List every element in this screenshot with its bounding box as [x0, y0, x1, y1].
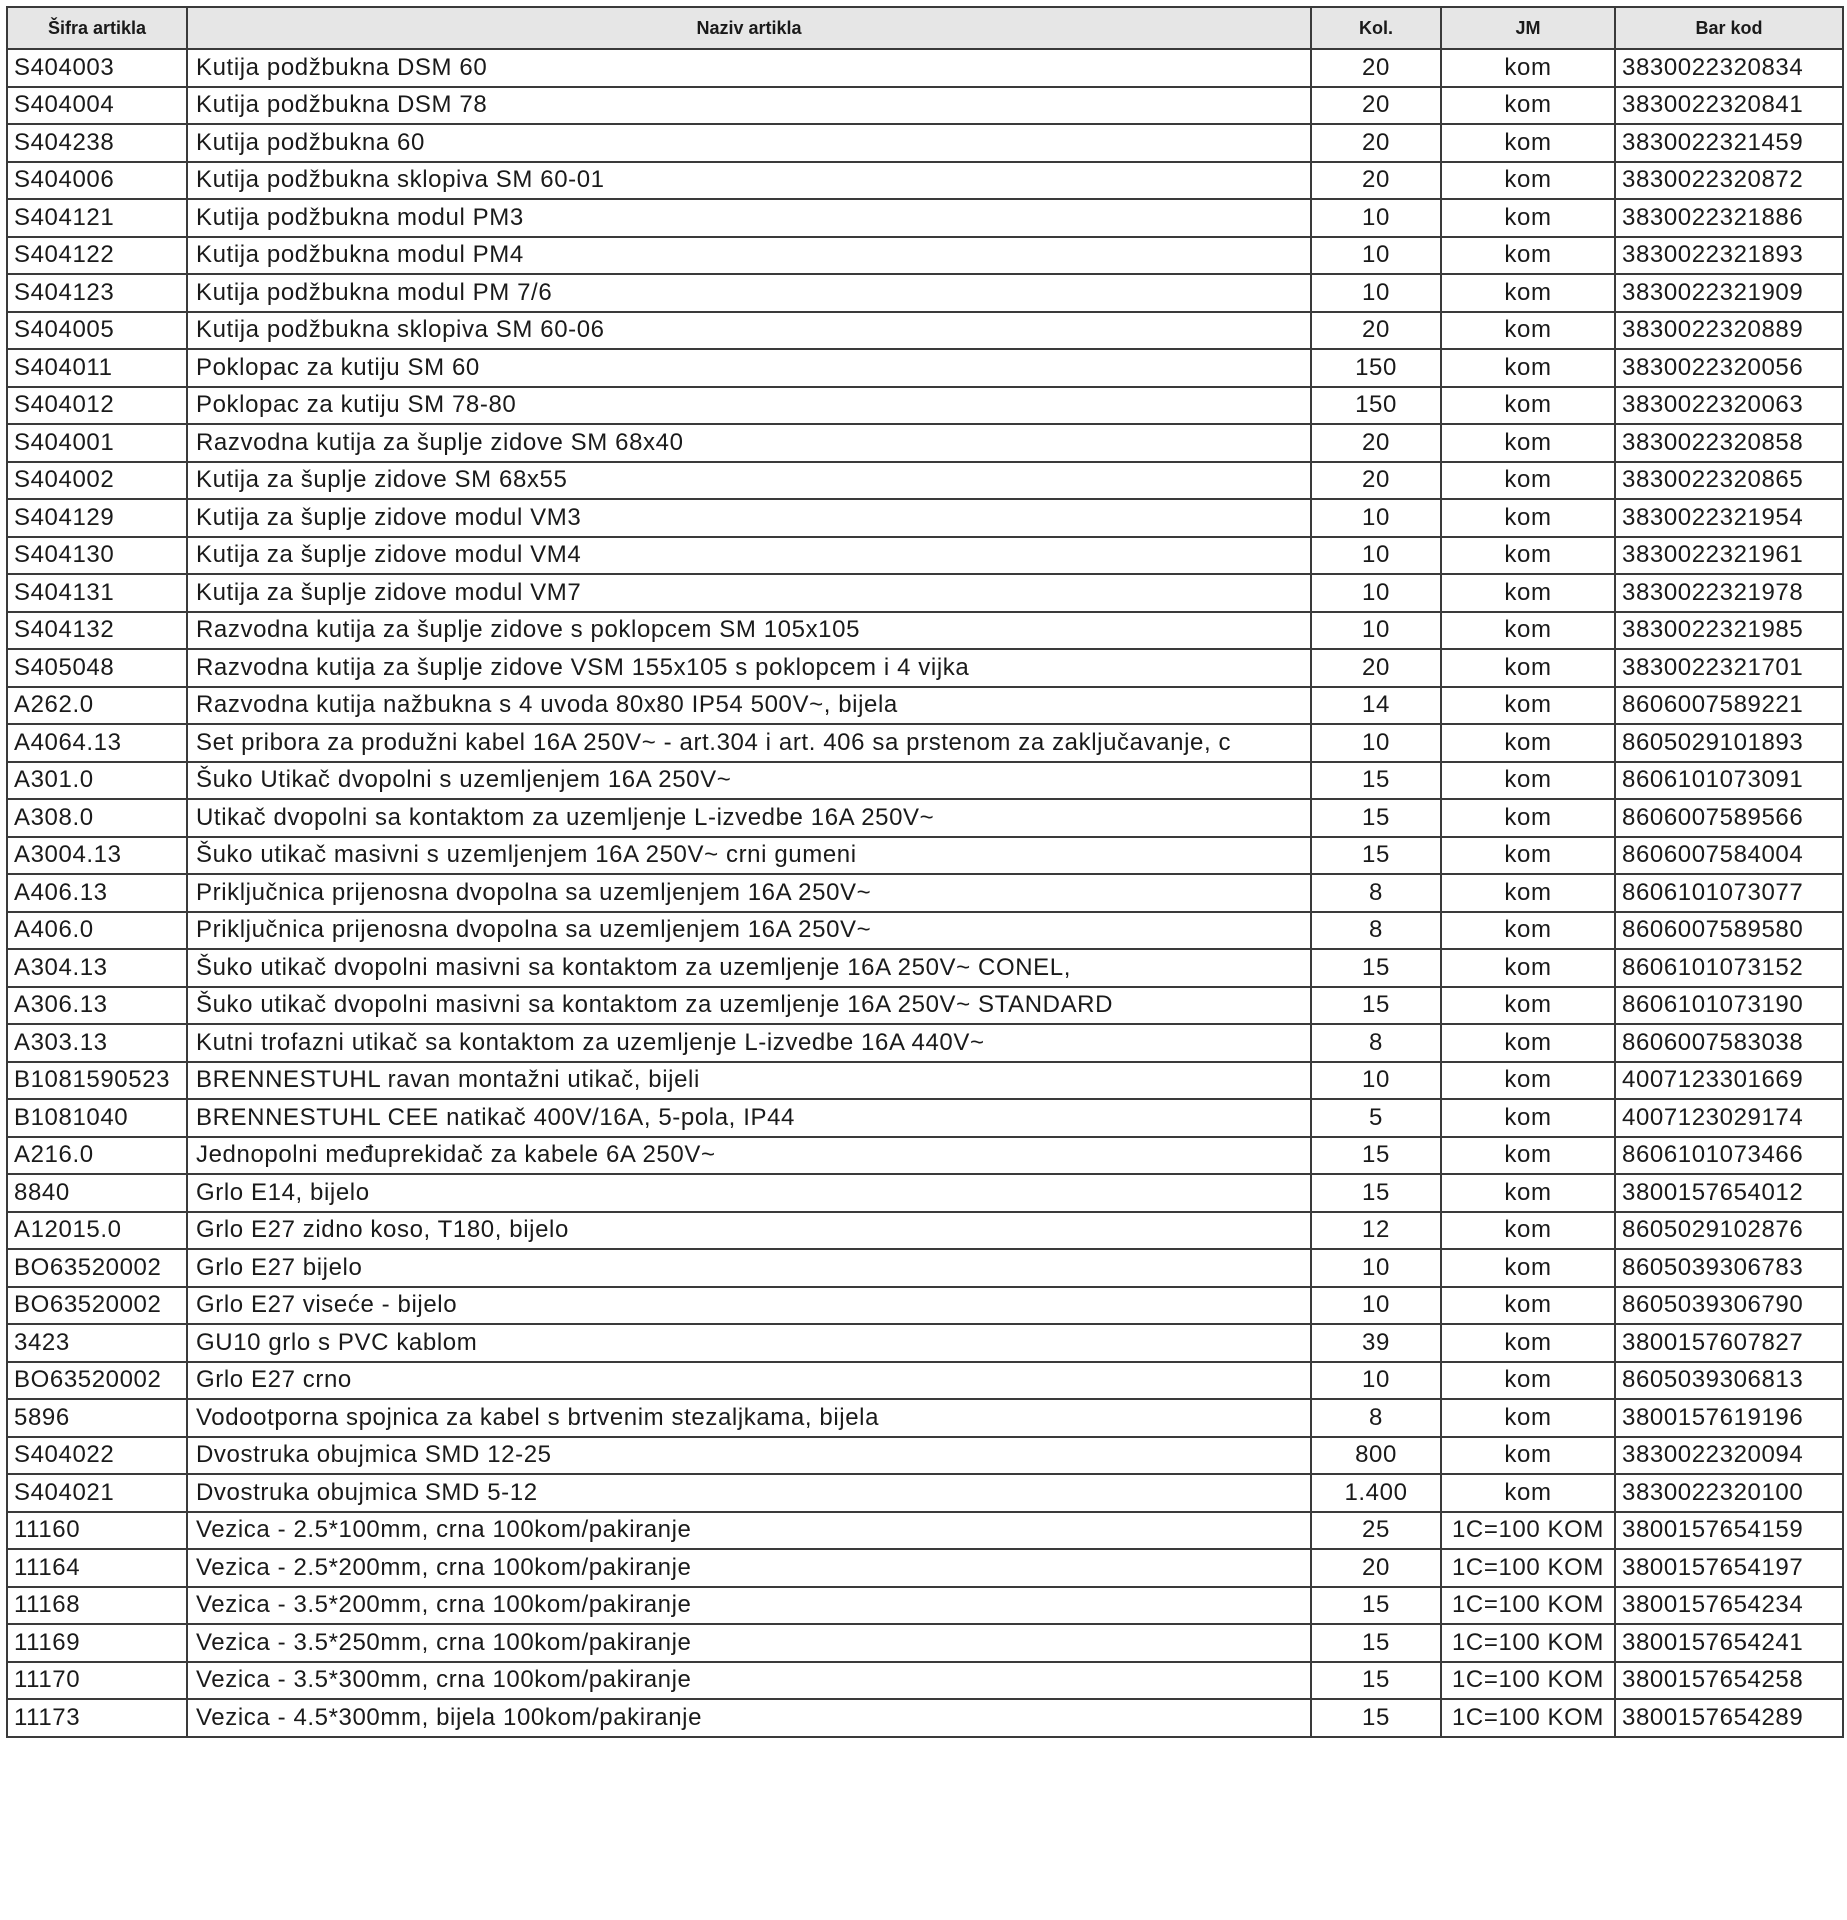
table-body [7, 49, 1843, 1737]
cell-jm[interactable]: kom [1441, 874, 1615, 912]
cell-sifra[interactable]: S404123 [7, 274, 187, 312]
cell-kol[interactable]: 15 [1311, 1662, 1441, 1700]
cell-jm[interactable]: kom [1441, 274, 1615, 312]
cell-sifra[interactable]: A306.13 [7, 987, 187, 1025]
cell-sifra[interactable]: S404130 [7, 537, 187, 575]
table-row [7, 237, 1843, 275]
cell-kol[interactable]: 20 [1311, 462, 1441, 500]
cell-jm[interactable]: kom [1441, 424, 1615, 462]
cell-naziv[interactable]: Kutija podžbukna DSM 60 [187, 49, 1311, 87]
cell-sifra[interactable]: A262.0 [7, 687, 187, 725]
table-row [7, 1362, 1843, 1400]
cell-jm[interactable]: kom [1441, 199, 1615, 237]
table-row [7, 499, 1843, 537]
cell-bar[interactable]: 8606101073190 [1615, 987, 1843, 1025]
table-row [7, 1249, 1843, 1287]
cell-sifra[interactable]: S404238 [7, 124, 187, 162]
cell-kol[interactable]: 20 [1311, 649, 1441, 687]
cell-naziv[interactable]: Razvodna kutija za šuplje zidove VSM 155x105 s poklopcem i 4 vijka [187, 649, 1311, 687]
cell-sifra[interactable]: A303.13 [7, 1024, 187, 1062]
cell-bar[interactable]: 8606007589566 [1615, 799, 1843, 837]
table-row [7, 1024, 1843, 1062]
cell-bar[interactable]: 3830022320056 [1615, 349, 1843, 387]
cell-bar[interactable]: 3800157654258 [1615, 1662, 1843, 1700]
cell-bar[interactable]: 3830022321961 [1615, 537, 1843, 575]
cell-sifra[interactable]: 8840 [7, 1174, 187, 1212]
cell-bar[interactable]: 3830022321954 [1615, 499, 1843, 537]
cell-sifra[interactable]: S404121 [7, 199, 187, 237]
cell-bar[interactable]: 3830022320063 [1615, 387, 1843, 425]
cell-bar[interactable]: 3830022321909 [1615, 274, 1843, 312]
table-row [7, 162, 1843, 200]
cell-jm[interactable]: kom [1441, 1287, 1615, 1325]
cell-naziv[interactable]: Dvostruka obujmica SMD 5-12 [187, 1474, 1311, 1512]
cell-jm[interactable]: kom [1441, 1024, 1615, 1062]
table-row [7, 349, 1843, 387]
cell-jm[interactable]: 1C=100 KOM [1441, 1624, 1615, 1662]
cell-bar[interactable]: 8606007589221 [1615, 687, 1843, 725]
cell-bar[interactable]: 3800157654012 [1615, 1174, 1843, 1212]
cell-kol[interactable]: 10 [1311, 1249, 1441, 1287]
table-row [7, 1662, 1843, 1700]
cell-sifra[interactable]: S404002 [7, 462, 187, 500]
cell-jm[interactable]: kom [1441, 1212, 1615, 1250]
cell-kol[interactable]: 10 [1311, 574, 1441, 612]
cell-jm[interactable]: kom [1441, 537, 1615, 575]
cell-sifra[interactable]: BO63520002 [7, 1362, 187, 1400]
cell-jm[interactable]: kom [1441, 762, 1615, 800]
cell-naziv[interactable]: Šuko utikač dvopolni masivni sa kontaktom za uzemljenje 16A 250V~ STANDARD [187, 987, 1311, 1025]
cell-bar[interactable]: 3800157654234 [1615, 1587, 1843, 1625]
cell-kol[interactable]: 20 [1311, 162, 1441, 200]
cell-jm[interactable]: kom [1441, 1437, 1615, 1475]
cell-jm[interactable]: 1C=100 KOM [1441, 1699, 1615, 1737]
cell-bar[interactable]: 8605029101893 [1615, 724, 1843, 762]
cell-sifra[interactable]: S404021 [7, 1474, 187, 1512]
header-bar: Bar kod [1615, 7, 1843, 49]
cell-kol[interactable]: 10 [1311, 724, 1441, 762]
cell-jm[interactable]: kom [1441, 687, 1615, 725]
cell-sifra[interactable]: A308.0 [7, 799, 187, 837]
cell-kol[interactable]: 15 [1311, 987, 1441, 1025]
cell-naziv[interactable]: Šuko utikač masivni s uzemljenjem 16A 250V~ crni gumeni [187, 837, 1311, 875]
cell-naziv[interactable]: Grlo E27 zidno koso, T180, bijelo [187, 1212, 1311, 1250]
cell-bar[interactable]: 8606101073091 [1615, 762, 1843, 800]
table-row [7, 462, 1843, 500]
cell-naziv[interactable]: Kutija podžbukna sklopiva SM 60-06 [187, 312, 1311, 350]
table-row [7, 1587, 1843, 1625]
cell-naziv[interactable]: Kutija podžbukna modul PM3 [187, 199, 1311, 237]
table-row [7, 837, 1843, 875]
table-row [7, 1437, 1843, 1475]
table-row [7, 124, 1843, 162]
cell-jm[interactable]: kom [1441, 799, 1615, 837]
cell-kol[interactable]: 10 [1311, 1287, 1441, 1325]
cell-naziv[interactable]: Vezica - 2.5*200mm, crna 100kom/pakiranje [187, 1549, 1311, 1587]
cell-sifra[interactable]: A216.0 [7, 1137, 187, 1175]
cell-kol[interactable]: 10 [1311, 612, 1441, 650]
cell-sifra[interactable]: 11173 [7, 1699, 187, 1737]
cell-jm[interactable]: kom [1441, 1174, 1615, 1212]
cell-jm[interactable]: 1C=100 KOM [1441, 1587, 1615, 1625]
cell-naziv[interactable]: Kutija za šuplje zidove modul VM3 [187, 499, 1311, 537]
cell-sifra[interactable]: S404012 [7, 387, 187, 425]
cell-naziv[interactable]: Kutija za šuplje zidove modul VM4 [187, 537, 1311, 575]
cell-bar[interactable]: 3830022321985 [1615, 612, 1843, 650]
table-row [7, 1324, 1843, 1362]
table-row [7, 424, 1843, 462]
cell-bar[interactable]: 8605029102876 [1615, 1212, 1843, 1250]
cell-naziv[interactable]: Razvodna kutija za šuplje zidove SM 68x40 [187, 424, 1311, 462]
cell-jm[interactable]: kom [1441, 1137, 1615, 1175]
cell-naziv[interactable]: Vezica - 4.5*300mm, bijela 100kom/pakiranje [187, 1699, 1311, 1737]
cell-sifra[interactable]: B1081040 [7, 1099, 187, 1137]
cell-jm[interactable]: kom [1441, 237, 1615, 275]
cell-naziv[interactable]: Grlo E27 crno [187, 1362, 1311, 1400]
table-row [7, 724, 1843, 762]
cell-kol[interactable]: 8 [1311, 874, 1441, 912]
table-row [7, 874, 1843, 912]
table-row [7, 537, 1843, 575]
cell-bar[interactable]: 3800157654197 [1615, 1549, 1843, 1587]
header-kol: Kol. [1311, 7, 1441, 49]
cell-naziv[interactable]: Jednopolni međuprekidač za kabele 6A 250V~ [187, 1137, 1311, 1175]
cell-sifra[interactable]: 11160 [7, 1512, 187, 1550]
table-row [7, 949, 1843, 987]
table-row [7, 1474, 1843, 1512]
cell-naziv[interactable]: Set pribora za produžni kabel 16A 250V~ - art.304 i art. 406 sa prstenom za zaključavanje, c [187, 724, 1311, 762]
cell-kol[interactable]: 10 [1311, 537, 1441, 575]
cell-jm[interactable]: kom [1441, 49, 1615, 87]
cell-naziv[interactable]: Grlo E27 viseće - bijelo [187, 1287, 1311, 1325]
cell-sifra[interactable]: A304.13 [7, 949, 187, 987]
cell-sifra[interactable]: S404006 [7, 162, 187, 200]
cell-sifra[interactable]: S404004 [7, 87, 187, 125]
table-row [7, 1062, 1843, 1100]
header-sifra: Šifra artikla [7, 7, 187, 49]
cell-bar[interactable]: 3800157607827 [1615, 1324, 1843, 1362]
cell-kol[interactable]: 150 [1311, 387, 1441, 425]
cell-bar[interactable]: 3830022320872 [1615, 162, 1843, 200]
cell-kol[interactable]: 20 [1311, 49, 1441, 87]
cell-bar[interactable]: 8606007589580 [1615, 912, 1843, 950]
cell-bar[interactable]: 3830022320834 [1615, 49, 1843, 87]
table-row [7, 312, 1843, 350]
cell-kol[interactable]: 8 [1311, 1024, 1441, 1062]
cell-kol[interactable]: 39 [1311, 1324, 1441, 1362]
cell-sifra[interactable]: BO63520002 [7, 1287, 187, 1325]
cell-naziv[interactable]: Vezica - 3.5*200mm, crna 100kom/pakiranje [187, 1587, 1311, 1625]
cell-sifra[interactable]: A3004.13 [7, 837, 187, 875]
cell-bar[interactable]: 8606101073077 [1615, 874, 1843, 912]
cell-sifra[interactable]: S405048 [7, 649, 187, 687]
table-row [7, 649, 1843, 687]
table-row [7, 1399, 1843, 1437]
table-row [7, 1624, 1843, 1662]
cell-naziv[interactable]: Razvodna kutija nažbukna s 4 uvoda 80x80 IP54 500V~, bijela [187, 687, 1311, 725]
cell-kol[interactable]: 10 [1311, 199, 1441, 237]
cell-kol[interactable]: 15 [1311, 1624, 1441, 1662]
cell-jm[interactable]: kom [1441, 724, 1615, 762]
table-row [7, 1287, 1843, 1325]
cell-sifra[interactable]: 3423 [7, 1324, 187, 1362]
cell-jm[interactable]: kom [1441, 1399, 1615, 1437]
cell-sifra[interactable]: A301.0 [7, 762, 187, 800]
cell-kol[interactable]: 15 [1311, 762, 1441, 800]
cell-bar[interactable]: 8605039306790 [1615, 1287, 1843, 1325]
cell-kol[interactable]: 150 [1311, 349, 1441, 387]
cell-naziv[interactable]: Kutija za šuplje zidove modul VM7 [187, 574, 1311, 612]
cell-bar[interactable]: 8606101073466 [1615, 1137, 1843, 1175]
cell-kol[interactable]: 10 [1311, 1362, 1441, 1400]
table-row [7, 87, 1843, 125]
cell-naziv[interactable]: Poklopac za kutiju SM 78-80 [187, 387, 1311, 425]
table-row [7, 1212, 1843, 1250]
cell-naziv[interactable]: Vezica - 3.5*300mm, crna 100kom/pakiranje [187, 1662, 1311, 1700]
cell-jm[interactable]: kom [1441, 949, 1615, 987]
table-row [7, 199, 1843, 237]
table-row [7, 687, 1843, 725]
cell-bar[interactable]: 4007123301669 [1615, 1062, 1843, 1100]
cell-sifra[interactable]: S404129 [7, 499, 187, 537]
cell-sifra[interactable]: S404005 [7, 312, 187, 350]
cell-naziv[interactable]: Dvostruka obujmica SMD 12-25 [187, 1437, 1311, 1475]
cell-kol[interactable]: 15 [1311, 1174, 1441, 1212]
cell-bar[interactable]: 4007123029174 [1615, 1099, 1843, 1137]
cell-jm[interactable]: kom [1441, 612, 1615, 650]
cell-kol[interactable]: 20 [1311, 124, 1441, 162]
table-row [7, 1699, 1843, 1737]
cell-naziv[interactable]: Kutni trofazni utikač sa kontaktom za uzemljenje L-izvedbe 16A 440V~ [187, 1024, 1311, 1062]
header-jm: JM [1441, 7, 1615, 49]
cell-bar[interactable]: 3830022321459 [1615, 124, 1843, 162]
cell-kol[interactable]: 20 [1311, 1549, 1441, 1587]
cell-naziv[interactable]: Grlo E27 bijelo [187, 1249, 1311, 1287]
cell-sifra[interactable]: A4064.13 [7, 724, 187, 762]
cell-naziv[interactable]: Kutija podžbukna DSM 78 [187, 87, 1311, 125]
cell-naziv[interactable]: Poklopac za kutiju SM 60 [187, 349, 1311, 387]
cell-bar[interactable]: 3800157654241 [1615, 1624, 1843, 1662]
cell-sifra[interactable]: A406.0 [7, 912, 187, 950]
cell-naziv[interactable]: Kutija za šuplje zidove SM 68x55 [187, 462, 1311, 500]
cell-kol[interactable]: 14 [1311, 687, 1441, 725]
cell-kol[interactable]: 15 [1311, 1699, 1441, 1737]
cell-jm[interactable]: kom [1441, 574, 1615, 612]
table-row [7, 762, 1843, 800]
table-row [7, 912, 1843, 950]
cell-kol[interactable]: 8 [1311, 912, 1441, 950]
cell-naziv[interactable]: Kutija podžbukna modul PM 7/6 [187, 274, 1311, 312]
cell-sifra[interactable]: A12015.0 [7, 1212, 187, 1250]
cell-naziv[interactable]: BRENNESTUHL ravan montažni utikač, bijeli [187, 1062, 1311, 1100]
cell-bar[interactable]: 8605039306813 [1615, 1362, 1843, 1400]
cell-naziv[interactable]: Vezica - 2.5*100mm, crna 100kom/pakiranje [187, 1512, 1311, 1550]
cell-naziv[interactable]: Kutija podžbukna modul PM4 [187, 237, 1311, 275]
cell-naziv[interactable]: Utikač dvopolni sa kontaktom za uzemljenje L-izvedbe 16A 250V~ [187, 799, 1311, 837]
cell-jm[interactable]: kom [1441, 462, 1615, 500]
cell-jm[interactable]: kom [1441, 1249, 1615, 1287]
cell-kol[interactable]: 800 [1311, 1437, 1441, 1475]
table-row [7, 49, 1843, 87]
cell-sifra[interactable]: S404022 [7, 1437, 187, 1475]
cell-jm[interactable]: 1C=100 KOM [1441, 1662, 1615, 1700]
table-row [7, 987, 1843, 1025]
cell-kol[interactable]: 10 [1311, 499, 1441, 537]
cell-jm[interactable]: kom [1441, 162, 1615, 200]
cell-jm[interactable]: 1C=100 KOM [1441, 1549, 1615, 1587]
cell-kol[interactable]: 10 [1311, 274, 1441, 312]
cell-bar[interactable]: 8606007583038 [1615, 1024, 1843, 1062]
cell-kol[interactable]: 20 [1311, 312, 1441, 350]
table-row [7, 274, 1843, 312]
table-row [7, 1174, 1843, 1212]
cell-bar[interactable]: 3830022321978 [1615, 574, 1843, 612]
header-row [7, 7, 1843, 49]
cell-jm[interactable]: kom [1441, 387, 1615, 425]
cell-bar[interactable]: 3830022320100 [1615, 1474, 1843, 1512]
spreadsheet [6, 6, 1844, 1738]
table-row [7, 612, 1843, 650]
cell-naziv[interactable]: Priključnica prijenosna dvopolna sa uzemljenjem 16A 250V~ [187, 874, 1311, 912]
cell-naziv[interactable]: Grlo E14, bijelo [187, 1174, 1311, 1212]
cell-kol[interactable]: 20 [1311, 424, 1441, 462]
cell-kol[interactable]: 25 [1311, 1512, 1441, 1550]
cell-bar[interactable]: 3830022320094 [1615, 1437, 1843, 1475]
cell-kol[interactable]: 15 [1311, 949, 1441, 987]
cell-kol[interactable]: 8 [1311, 1399, 1441, 1437]
cell-kol[interactable]: 15 [1311, 1587, 1441, 1625]
cell-sifra[interactable]: S404131 [7, 574, 187, 612]
cell-sifra[interactable]: B1081590523 [7, 1062, 187, 1100]
cell-jm[interactable]: kom [1441, 499, 1615, 537]
table-row [7, 574, 1843, 612]
cell-kol[interactable]: 15 [1311, 1137, 1441, 1175]
cell-bar[interactable]: 3800157619196 [1615, 1399, 1843, 1437]
cell-jm[interactable]: kom [1441, 1474, 1615, 1512]
cell-jm[interactable]: kom [1441, 124, 1615, 162]
cell-naziv[interactable]: Kutija podžbukna 60 [187, 124, 1311, 162]
cell-naziv[interactable]: Šuko Utikač dvopolni s uzemljenjem 16A 250V~ [187, 762, 1311, 800]
cell-sifra[interactable]: A406.13 [7, 874, 187, 912]
cell-jm[interactable]: kom [1441, 1062, 1615, 1100]
cell-kol[interactable]: 10 [1311, 1062, 1441, 1100]
cell-bar[interactable]: 3830022321893 [1615, 237, 1843, 275]
cell-jm[interactable]: kom [1441, 837, 1615, 875]
cell-bar[interactable]: 3800157654159 [1615, 1512, 1843, 1550]
cell-kol[interactable]: 1.400 [1311, 1474, 1441, 1512]
cell-naziv[interactable]: GU10 grlo s PVC kablom [187, 1324, 1311, 1362]
cell-naziv[interactable]: Razvodna kutija za šuplje zidove s poklopcem SM 105x105 [187, 612, 1311, 650]
cell-sifra[interactable]: 11170 [7, 1662, 187, 1700]
cell-kol[interactable]: 15 [1311, 837, 1441, 875]
cell-naziv[interactable]: Vezica - 3.5*250mm, crna 100kom/pakiranje [187, 1624, 1311, 1662]
article-table [6, 6, 1844, 1738]
cell-kol[interactable]: 20 [1311, 87, 1441, 125]
table-row [7, 1137, 1843, 1175]
cell-naziv[interactable]: Vodootporna spojnica za kabel s brtvenim stezaljkama, bijela [187, 1399, 1311, 1437]
cell-kol[interactable]: 5 [1311, 1099, 1441, 1137]
cell-jm[interactable]: kom [1441, 1362, 1615, 1400]
table-row [7, 1099, 1843, 1137]
table-row [7, 1512, 1843, 1550]
cell-jm[interactable]: 1C=100 KOM [1441, 1512, 1615, 1550]
cell-sifra[interactable]: 5896 [7, 1399, 187, 1437]
cell-jm[interactable]: kom [1441, 1324, 1615, 1362]
cell-naziv[interactable]: Kutija podžbukna sklopiva SM 60-01 [187, 162, 1311, 200]
cell-kol[interactable]: 10 [1311, 237, 1441, 275]
cell-bar[interactable]: 3830022320858 [1615, 424, 1843, 462]
cell-bar[interactable]: 3830022321701 [1615, 649, 1843, 687]
cell-sifra[interactable]: S404011 [7, 349, 187, 387]
cell-sifra[interactable]: BO63520002 [7, 1249, 187, 1287]
cell-bar[interactable]: 3830022320841 [1615, 87, 1843, 125]
cell-jm[interactable]: kom [1441, 1099, 1615, 1137]
cell-bar[interactable]: 8605039306783 [1615, 1249, 1843, 1287]
table-row [7, 1549, 1843, 1587]
cell-bar[interactable]: 3830022321886 [1615, 199, 1843, 237]
cell-sifra[interactable]: S404122 [7, 237, 187, 275]
cell-bar[interactable]: 8606101073152 [1615, 949, 1843, 987]
cell-jm[interactable]: kom [1441, 649, 1615, 687]
cell-jm[interactable]: kom [1441, 349, 1615, 387]
cell-jm[interactable]: kom [1441, 912, 1615, 950]
cell-jm[interactable]: kom [1441, 987, 1615, 1025]
cell-sifra[interactable]: S404001 [7, 424, 187, 462]
cell-kol[interactable]: 15 [1311, 799, 1441, 837]
cell-sifra[interactable]: 11168 [7, 1587, 187, 1625]
cell-bar[interactable]: 3830022320865 [1615, 462, 1843, 500]
cell-sifra[interactable]: S404003 [7, 49, 187, 87]
cell-naziv[interactable]: Šuko utikač dvopolni masivni sa kontaktom za uzemljenje 16A 250V~ CONEL, [187, 949, 1311, 987]
table-row [7, 387, 1843, 425]
cell-kol[interactable]: 12 [1311, 1212, 1441, 1250]
cell-sifra[interactable]: 11169 [7, 1624, 187, 1662]
cell-jm[interactable]: kom [1441, 312, 1615, 350]
cell-bar[interactable]: 3830022320889 [1615, 312, 1843, 350]
cell-naziv[interactable]: BRENNESTUHL CEE natikač 400V/16A, 5-pola, IP44 [187, 1099, 1311, 1137]
header-naziv: Naziv artikla [187, 7, 1311, 49]
cell-jm[interactable]: kom [1441, 87, 1615, 125]
table-row [7, 799, 1843, 837]
cell-bar[interactable]: 8606007584004 [1615, 837, 1843, 875]
cell-sifra[interactable]: 11164 [7, 1549, 187, 1587]
cell-sifra[interactable]: S404132 [7, 612, 187, 650]
cell-bar[interactable]: 3800157654289 [1615, 1699, 1843, 1737]
cell-naziv[interactable]: Priključnica prijenosna dvopolna sa uzemljenjem 16A 250V~ [187, 912, 1311, 950]
